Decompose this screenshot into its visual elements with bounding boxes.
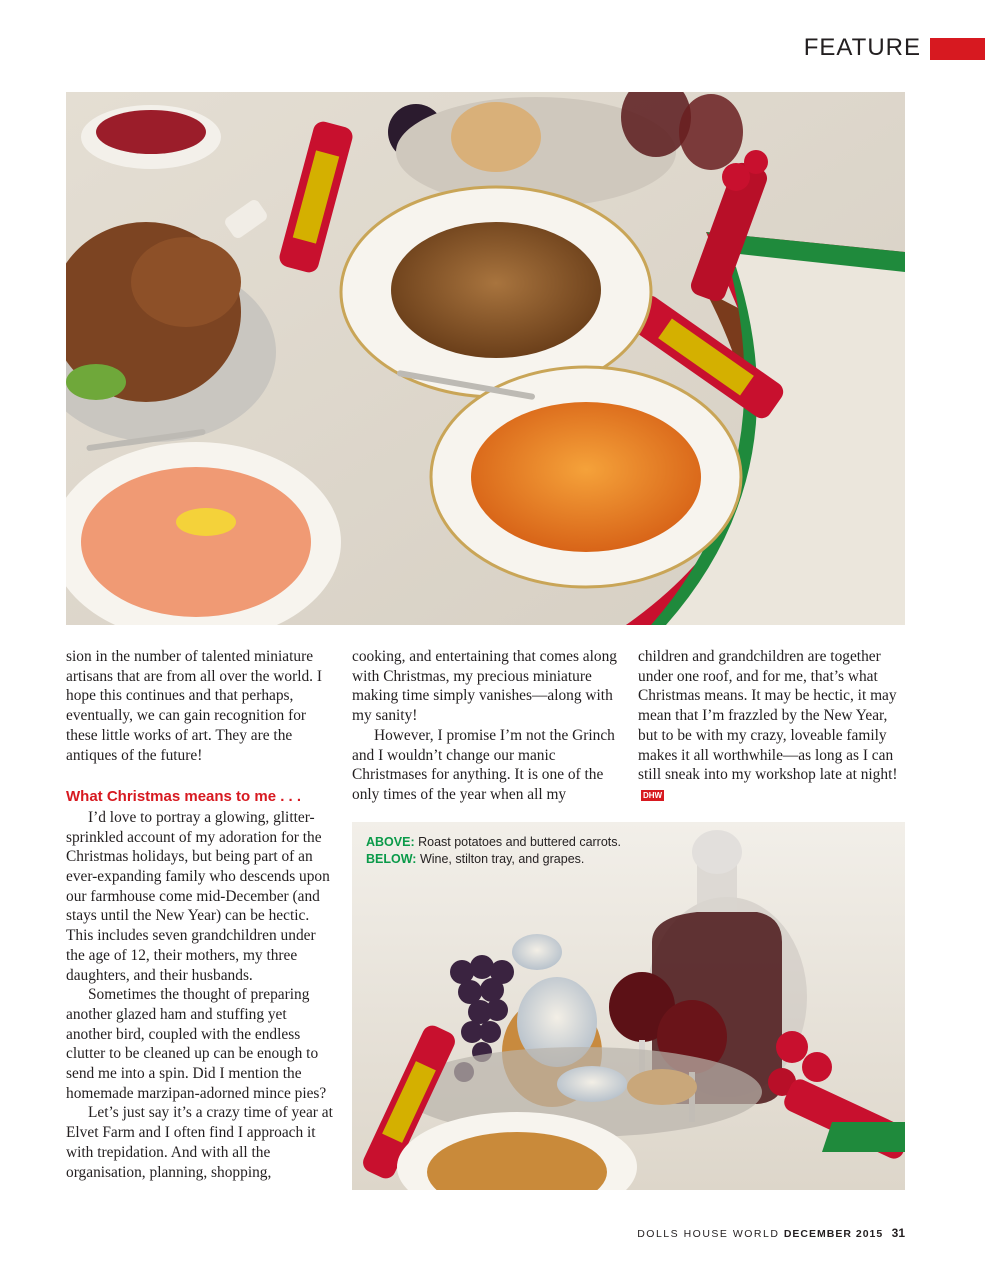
caption-below-text: Wine, stilton tray, and grapes. (416, 852, 585, 866)
caption-below-label: BELOW: (366, 852, 417, 866)
photo-caption (366, 834, 621, 868)
paragraph: However, I promise I’m not the Grinch and I wouldn’t change our manic Christmases for anything. It is one of the only times of the year when all my (352, 726, 615, 803)
end-mark-logo: DHW (643, 790, 663, 800)
paragraph: Let’s just say it’s a crazy time of year at Elvet Farm and I often find I approach it with trepidation. And with all the organisation, planning, shopping, (66, 1104, 333, 1181)
caption-above-text: Roast potatoes and buttered carrots. (414, 835, 621, 849)
photo-wine-stilton-grapes (352, 822, 905, 1190)
issue-date: DECEMBER 2015 (783, 1228, 884, 1240)
paragraph-text: children and grandchildren are together under one roof, and for me, that’s what Christmas means. It may be hectic, it may mean that I’m frazzled by the New Year, but to be with my crazy, loveable family makes it all worthwhile—as long as I can still sneak into my workshop late at night! (638, 648, 898, 784)
text-column-2 (352, 647, 622, 805)
paragraph: Sometimes the thought of preparing another glazed ham and stuffing yet another bird, coupled with the endless clutter to be cleaned up can be enough to send me into a spin. Did I mention the homemade marzipan-adorned mince pies? (66, 986, 327, 1102)
subheading: What Christmas means to me . . . (66, 788, 302, 806)
caption-above (366, 834, 621, 851)
magazine-name: DOLLS HOUSE WORLD (637, 1228, 780, 1240)
caption-below (366, 851, 621, 868)
section-accent-bar (930, 38, 985, 60)
caption-above-label: ABOVE: (366, 835, 415, 849)
paragraph: I’d love to portray a glowing, glitter-sprinkled account of my adoration for the Christmas holidays, but being part of an ever-expanding family who descends upon our farmhouse come mid-December (and stays until the New Year) can be hectic. This includes seven grandchildren under the age of 12, their mothers, my three daughters, and their husbands. (66, 808, 330, 984)
paragraph: sion in the number of talented miniature artisans that are from all over the world. I hope this continues and that perhaps, eventually, we can gain recognition for these little works of art. They are the antiques of the future! (66, 648, 322, 764)
section-label: FEATURE (803, 34, 921, 61)
photo-christmas-dinner (66, 92, 905, 625)
page-footer (637, 1226, 905, 1240)
text-column-3 (638, 647, 905, 805)
page-number: 31 (891, 1226, 905, 1240)
text-column-1 (66, 647, 334, 1182)
paragraph: cooking, and entertaining that comes along with Christmas, my precious miniature making time simply vanishes—along with my sanity! (352, 648, 617, 725)
paragraph (638, 647, 905, 805)
